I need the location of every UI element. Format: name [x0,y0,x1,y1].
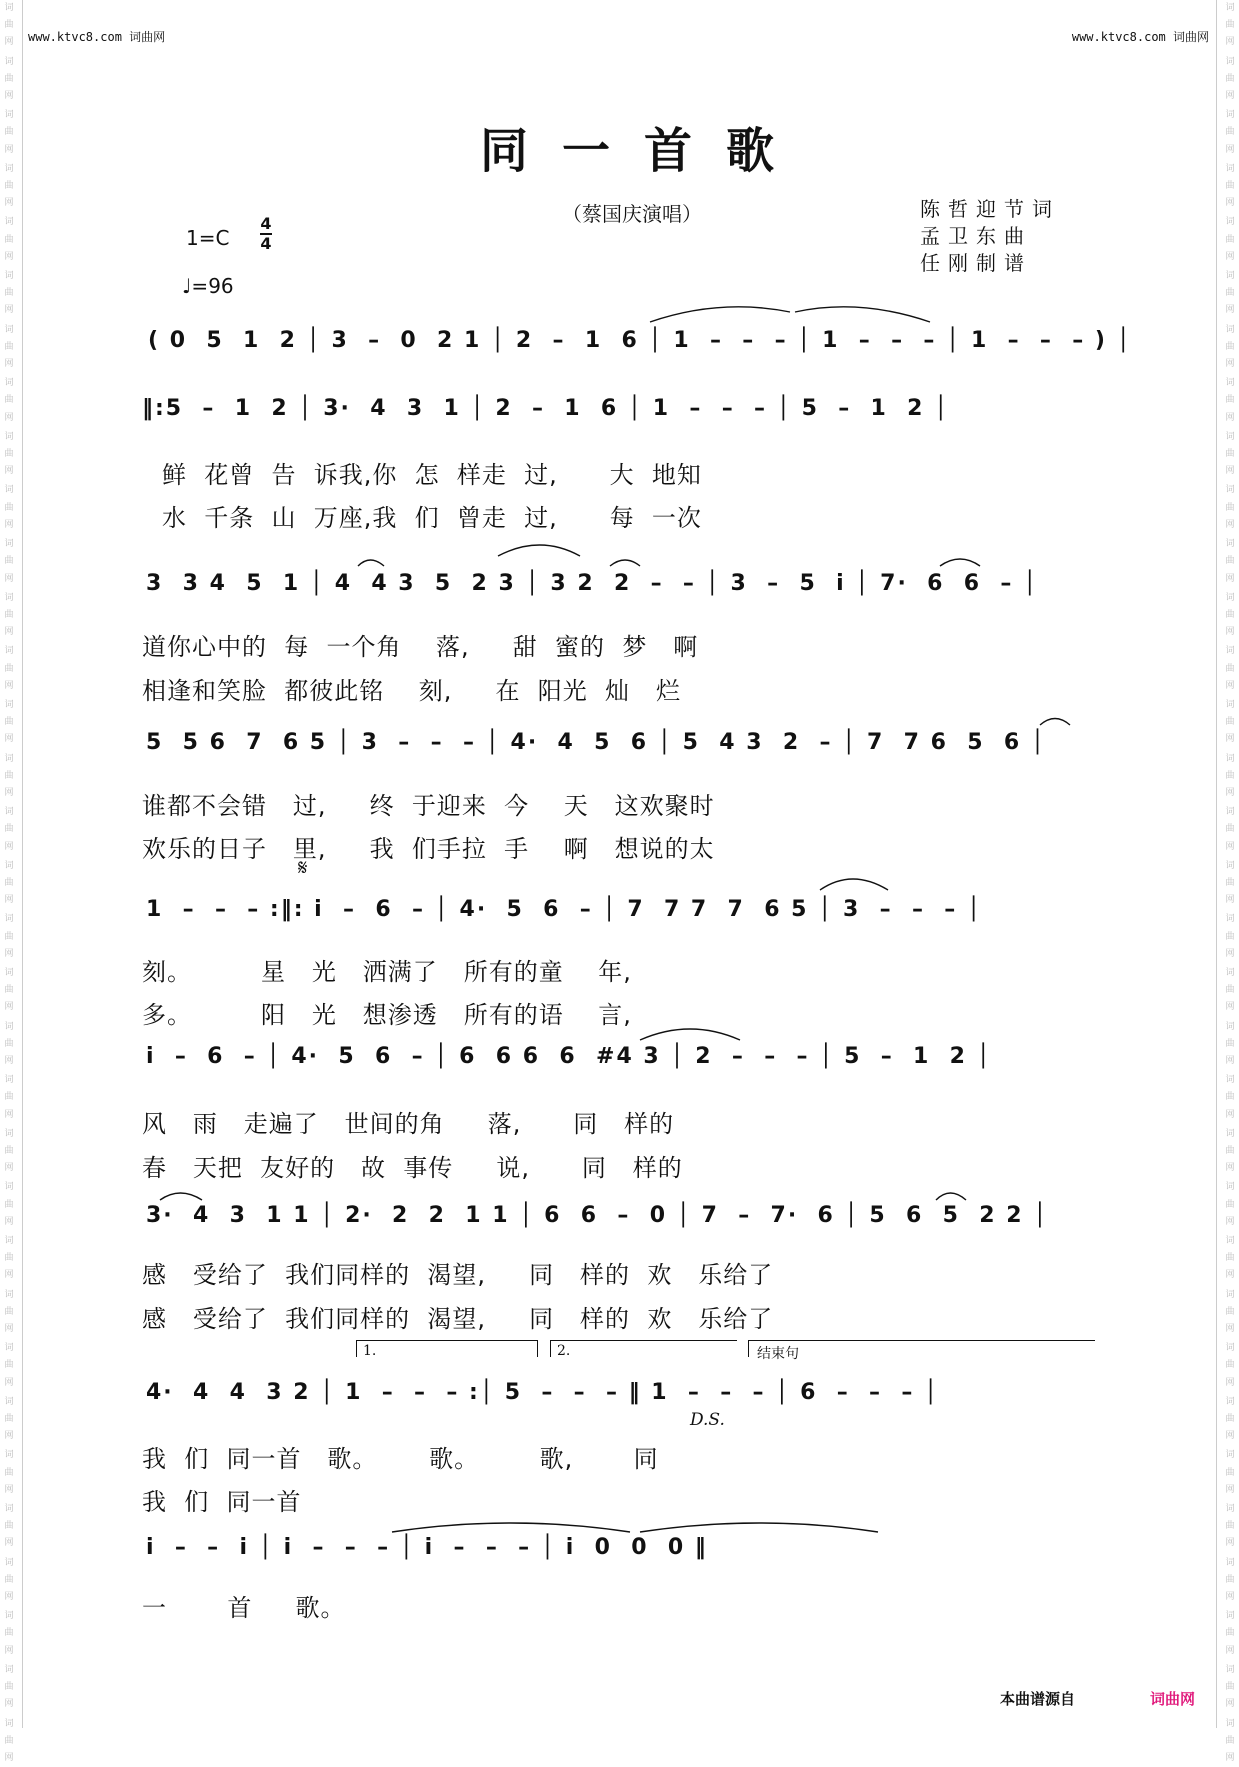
slur-row5-1 [640,1029,740,1040]
lyrics-row-3-verse-1: 谁都不会错 过, 终 于迎来 今 天 这欢聚时 [142,786,715,821]
side-watermark-text: 词曲网 [2,268,16,320]
side-watermark-text: 词曲网 [1223,322,1237,374]
side-watermark-text: 词曲网 [1223,1501,1237,1553]
side-watermark-text: 词曲网 [2,1287,16,1339]
page-title: 同一首歌 [480,112,808,181]
slur-row8-2 [640,1523,878,1532]
side-watermark-text: 词曲网 [1223,1608,1237,1660]
slur-intro-2 [795,307,930,322]
volta-2-label: 2. [557,1343,570,1359]
side-watermark-text: 词曲网 [2,1179,16,1231]
side-watermark-text: 词曲网 [1223,804,1237,856]
site-header-left: www.ktvc8.com 词曲网 [28,28,165,45]
side-watermark-text: 词曲网 [1223,643,1237,695]
side-watermark-text: 词曲网 [1223,911,1237,963]
side-watermark-text: 词曲网 [2,1501,16,1553]
side-watermark-text: 词曲网 [2,214,16,266]
singer: （蔡国庆演唱） [562,198,702,227]
key-signature: 1=C [186,226,229,250]
side-watermark-text: 词曲网 [2,1447,16,1499]
slur-intro-1 [650,307,790,322]
credit-composer: 孟卫东曲 [920,223,1060,250]
side-watermark-text: 词曲网 [1223,1287,1237,1339]
lyrics-row-7-verse-1: 我 们 同一首 歌。 歌。 歌, 同 [142,1439,659,1474]
slur-row2-3 [610,560,640,566]
credit-transcriber: 任刚制谱 [920,250,1060,277]
ending-label: 结束句 [757,1343,799,1363]
side-watermark-text: 词曲网 [1223,482,1237,534]
side-watermark-text: 词曲网 [1223,1072,1237,1124]
notation-row-8: i – – i │ i – – – │ i – – – │ i 0 0 0 ‖ [146,1535,708,1560]
site-header-right: www.ktvc8.com 词曲网 [1072,28,1209,45]
side-watermark-text: 词曲网 [1223,590,1237,642]
lyrics-row-3-verse-2: 欢乐的日子 里, 我 们手拉 手 啊 想说的太 [142,829,715,864]
notation-row-2: 3 3 4 5 1 │ 4 4 3 5 2 3 │ 3 2 2 – – │ 3 – 5 i │ 7· 6 6 – │ [146,571,1038,596]
side-watermark-text: 词曲网 [1223,1394,1237,1446]
credit-lyricist: 陈哲迎节词 [920,196,1060,223]
notation-row-intro: ( 0 5 1 2 │ 3 – 0 2 1 │ 2 – 1 6 │ 1 – – – │ 1 – – – │ 1 – – – ) │ [148,328,1132,353]
side-watermark-text: 词曲网 [2,1126,16,1178]
notation-row-4: 1 – – – :‖: i – 6 – │ 4· 5 6 – │ 7 7 7 7 6 5 │ 3 – – – │ [146,897,982,922]
side-watermark-text: 词曲网 [1223,1340,1237,1392]
notation-row-1: ‖:5 – 1 2 │ 3· 4 3 1 │ 2 – 1 6 │ 1 – – – │ 5 – 1 2 │ [142,396,949,421]
side-watermark-text: 词曲网 [2,322,16,374]
lyrics-row-2-verse-2: 相逢和笑脸 都彼此铭 刻, 在 阳光 灿 烂 [142,671,681,706]
side-watermark-text: 词曲网 [2,107,16,159]
lyrics-row-5-verse-2: 春 天把 友好的 故 事传 说, 同 样的 [142,1148,683,1183]
slur-row4-1 [820,879,888,890]
side-watermark-text: 词曲网 [1223,375,1237,427]
notation-row-5: i – 6 – │ 4· 5 6 – │ 6 6 6 6 #4 3 │ 2 – – – │ 5 – 1 2 │ [146,1044,992,1069]
side-watermark-text: 词曲网 [2,590,16,642]
notation-row-6: 3· 4 3 1 1 │ 2· 2 2 1 1 │ 6 6 – 0 │ 7 – 7· 6 │ 5 6 5 2 2 │ [146,1203,1048,1228]
tempo: ♩=96 [182,274,234,298]
side-watermark-text: 词曲网 [1223,0,1237,52]
side-watermark-text: 词曲网 [2,1019,16,1071]
side-watermark-text: 词曲网 [1223,1126,1237,1178]
side-watermark-text: 词曲网 [1223,54,1237,106]
side-watermark-text: 词曲网 [2,643,16,695]
side-watermark-text: 词曲网 [2,751,16,803]
side-watermark-text: 词曲网 [2,0,16,52]
side-watermark-text: 词曲网 [2,1716,16,1767]
side-watermark-text: 词曲网 [2,536,16,588]
side-watermark-text: 词曲网 [1223,107,1237,159]
lyrics-row-4-verse-1: 刻。 星 光 洒满了 所有的童 年, [142,952,632,987]
side-watermark-text: 词曲网 [2,161,16,213]
dal-segno-mark: D.S. [690,1410,725,1430]
lyrics-row-1-verse-2: 水 千条 山 万座,我 们 曾走 过, 每 一次 [162,498,702,533]
slur-row2-2 [498,545,580,556]
side-watermark-text: 词曲网 [2,911,16,963]
side-watermark-text: 词曲网 [2,375,16,427]
side-watermark-text: 词曲网 [1223,858,1237,910]
side-watermark-text: 词曲网 [2,1662,16,1714]
volta-1-label: 1. [363,1343,376,1359]
lyrics-row-5-verse-1: 风 雨 走遍了 世间的角 落, 同 样的 [142,1104,674,1139]
slur-row6-2 [936,1193,966,1200]
side-watermark-text: 词曲网 [2,1555,16,1607]
time-signature-bottom: 4 [260,236,272,252]
side-watermark-text: 词曲网 [2,965,16,1017]
side-watermark-text: 词曲网 [1223,429,1237,481]
side-watermark-text: 词曲网 [2,429,16,481]
side-watermark-text: 词曲网 [1223,697,1237,749]
side-watermark-text: 词曲网 [2,1233,16,1285]
side-watermark-text: 词曲网 [1223,1662,1237,1714]
side-watermark-text: 词曲网 [1223,1179,1237,1231]
side-watermark-text: 词曲网 [1223,965,1237,1017]
lyrics-row-4-verse-2: 多。 阳 光 想渗透 所有的语 言, [142,995,632,1030]
side-watermark-text: 词曲网 [1223,751,1237,803]
side-watermark-text: 词曲网 [1223,268,1237,320]
slur-row2-4 [940,559,980,566]
side-watermark-text: 词曲网 [2,1072,16,1124]
lyrics-row-6-verse-2: 感 受给了 我们同样的 渴望, 同 样的 欢 乐给了 [142,1299,773,1334]
lyrics-row-8-verse-1: 一 首 歌。 [142,1588,346,1623]
side-watermark-text: 词曲网 [2,1608,16,1660]
slur-row6-1 [160,1193,202,1200]
side-watermark-text: 词曲网 [2,858,16,910]
footer-source: 本曲谱源自 [1000,1688,1075,1709]
side-watermark-text: 词曲网 [1223,536,1237,588]
slur-row3-1 [1040,719,1070,726]
lyrics-row-2-verse-1: 道你心中的 每 一个角 落, 甜 蜜的 梦 啊 [142,627,698,662]
side-watermark-text: 词曲网 [1223,1447,1237,1499]
segno-sign: 𝄋 [298,856,307,881]
notation-row-3: 5 5 6 7 6 5 │ 3 – – – │ 4· 4 5 6 │ 5 4 3 2 – │ 7 7 6 5 6 │ [146,730,1046,755]
notation-row-7: 4· 4 4 3 2 │ 1 – – – :│ 5 – – – ‖ 1 – – – │ 6 – – – │ [146,1380,939,1405]
footer-brand[interactable]: 词曲网 [1150,1688,1195,1709]
slur-row8-1 [392,1523,630,1532]
time-signature-top: 4 [260,216,272,232]
side-watermark-text: 词曲网 [2,697,16,749]
side-watermark-text: 词曲网 [1223,1716,1237,1767]
slur-row2-1 [358,560,384,566]
side-watermark-text: 词曲网 [1223,1019,1237,1071]
lyrics-row-1-verse-1: 鲜 花曾 告 诉我,你 怎 样走 过, 大 地知 [162,455,702,490]
lyrics-row-6-verse-1: 感 受给了 我们同样的 渴望, 同 样的 欢 乐给了 [142,1255,773,1290]
side-watermark-text: 词曲网 [2,482,16,534]
side-watermark-text: 词曲网 [1223,161,1237,213]
side-watermark-text: 词曲网 [1223,214,1237,266]
side-watermark-text: 词曲网 [2,1340,16,1392]
lyrics-row-7-verse-2: 我 们 同一首 [142,1482,302,1517]
side-watermark-text: 词曲网 [2,804,16,856]
side-watermark-text: 词曲网 [1223,1233,1237,1285]
side-watermark-text: 词曲网 [2,54,16,106]
side-watermark-text: 词曲网 [1223,1555,1237,1607]
side-watermark-text: 词曲网 [2,1394,16,1446]
